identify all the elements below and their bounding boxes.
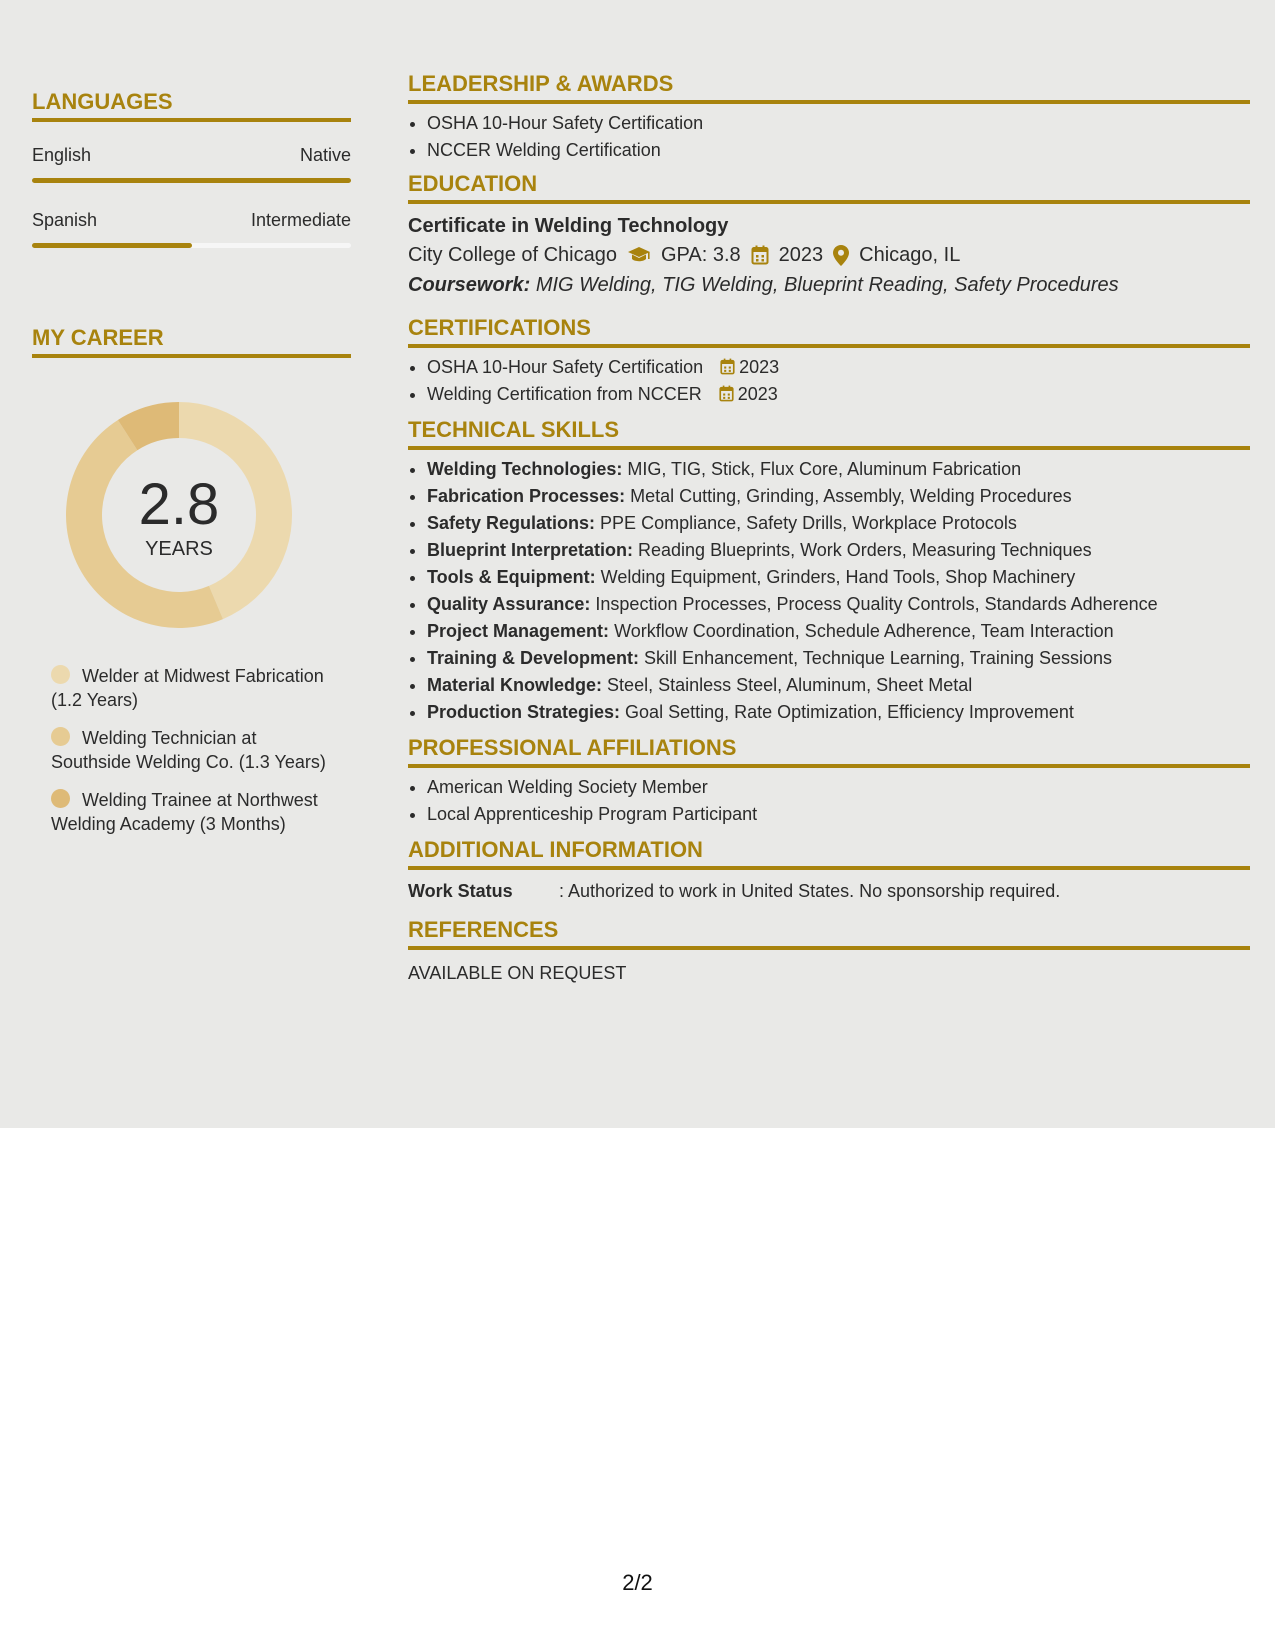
work-status-value: : Authorized to work in United States. No sponsorship required.: [559, 881, 1061, 901]
work-status-label: Work Status: [408, 881, 513, 901]
language-level: Intermediate: [250, 210, 351, 230]
language-name: Spanish: [32, 210, 98, 230]
legend-dot: [51, 789, 70, 808]
language-bar: [32, 178, 351, 183]
coursework-label: Coursework:: [408, 274, 531, 296]
page-number: 2/2: [622, 1570, 653, 1595]
donut-center: [66, 474, 292, 560]
career-legend-item: [51, 788, 331, 836]
skill-label: Quality Assurance:: [427, 594, 591, 614]
career-title: MY CAREER: [32, 324, 351, 358]
skill-text: Reading Blueprints, Work Orders, Measuring Techniques: [638, 540, 1092, 560]
list-item: • NCCER Welding Certification: [427, 137, 1250, 164]
certification-name: Welding Certification from NCCER: [427, 384, 702, 404]
career-legend-item: [51, 664, 331, 712]
skill-label: Blueprint Interpretation:: [427, 540, 633, 560]
skill-item: [427, 456, 1250, 483]
list-item: • OSHA 10-Hour Safety Certification: [427, 110, 1250, 137]
education-gpa: GPA: 3.8: [661, 244, 741, 266]
career-donut-chart: [66, 402, 292, 628]
legend-dot: [51, 665, 70, 684]
calendar-icon: [751, 245, 769, 265]
skill-text: Metal Cutting, Grinding, Assembly, Welding Procedures: [630, 486, 1072, 506]
skill-item: [427, 645, 1250, 672]
education-year: 2023: [778, 244, 824, 266]
language-bar-fill: [32, 178, 351, 183]
skill-item: [427, 618, 1250, 645]
references-section: [408, 916, 1250, 986]
additional-title: ADDITIONAL INFORMATION: [408, 836, 1250, 870]
career-section: [32, 324, 351, 836]
affiliations-list: [408, 774, 1250, 828]
main-content: [408, 70, 1250, 992]
education-coursework: [408, 270, 1250, 300]
skill-label: Safety Regulations:: [427, 513, 596, 533]
skill-text: Goal Setting, Rate Optimization, Efficiency Improvement: [625, 702, 1074, 722]
legend-label: Welding Trainee at Northwest Welding Academy (3 Months): [51, 790, 318, 834]
references-title: REFERENCES: [408, 916, 1250, 950]
skill-text: PPE Compliance, Safety Drills, Workplace Protocols: [600, 513, 1017, 533]
skill-label: Project Management:: [427, 621, 610, 641]
calendar-icon: [720, 358, 735, 375]
skill-text: Inspection Processes, Process Quality Controls, Standards Adherence: [595, 594, 1158, 614]
language-level: Native: [299, 145, 351, 165]
skills-title: TECHNICAL SKILLS: [408, 416, 1250, 450]
skill-label: Welding Technologies:: [427, 459, 623, 479]
skill-text: Steel, Stainless Steel, Aluminum, Sheet Metal: [607, 675, 973, 695]
skill-item: [427, 483, 1250, 510]
skill-text: Skill Enhancement, Technique Learning, Training Sessions: [644, 648, 1113, 668]
list-item: [427, 381, 1250, 408]
language-row: [32, 209, 351, 231]
skill-item: [427, 537, 1250, 564]
career-legend: [51, 664, 331, 836]
skill-label: Production Strategies:: [427, 702, 621, 722]
legend-label: Welder at Midwest Fabrication (1.2 Years): [51, 666, 324, 710]
leadership-section: [408, 70, 1250, 164]
affiliations-section: [408, 734, 1250, 828]
skill-item: [427, 591, 1250, 618]
list-item: • American Welding Society Member: [427, 774, 1250, 801]
list-item: • Local Apprenticeship Program Participant: [427, 801, 1250, 828]
skill-label: Fabrication Processes:: [427, 486, 626, 506]
language-row: [32, 144, 351, 166]
career-total-years: 2.8: [138, 472, 220, 537]
skills-section: [408, 416, 1250, 726]
skill-text: Welding Equipment, Grinders, Hand Tools, Shop Machinery: [600, 567, 1076, 587]
skill-item: [427, 699, 1250, 726]
languages-title: LANGUAGES: [32, 88, 351, 122]
additional-section: [408, 836, 1250, 904]
sidebar: [32, 88, 351, 850]
legend-dot: [51, 727, 70, 746]
career-total-unit: YEARS: [145, 538, 213, 560]
education-details: [408, 240, 1250, 270]
skill-text: MIG, TIG, Stick, Flux Core, Aluminum Fabrication: [627, 459, 1022, 479]
certifications-title: CERTIFICATIONS: [408, 314, 1250, 348]
certifications-section: [408, 314, 1250, 408]
skill-text: Workflow Coordination, Schedule Adherence, Team Interaction: [614, 621, 1114, 641]
career-legend-item: [51, 726, 331, 774]
skill-label: Tools & Equipment:: [427, 567, 596, 587]
work-status-row: [408, 878, 1250, 904]
skill-item: [427, 510, 1250, 537]
leadership-list: [408, 110, 1250, 164]
skill-label: Material Knowledge:: [427, 675, 603, 695]
education-title: EDUCATION: [408, 170, 1250, 204]
language-name: English: [32, 145, 92, 165]
languages-section: [32, 88, 351, 248]
education-school: City College of Chicago: [408, 244, 617, 266]
language-bar: [32, 243, 351, 248]
skill-item: [427, 564, 1250, 591]
certification-year: 2023: [739, 357, 780, 377]
references-text: AVAILABLE ON REQUEST: [408, 963, 627, 983]
coursework-text: MIG Welding, TIG Welding, Blueprint Reading, Safety Procedures: [535, 274, 1119, 296]
certification-name: OSHA 10-Hour Safety Certification: [427, 357, 704, 377]
skills-list: [408, 456, 1250, 726]
leadership-title: LEADERSHIP & AWARDS: [408, 70, 1250, 104]
language-bar-fill: [32, 243, 192, 248]
calendar-icon: [719, 385, 734, 402]
skill-label: Training & Development:: [427, 648, 640, 668]
education-section: [408, 170, 1250, 300]
list-item: [427, 354, 1250, 381]
education-degree: Certificate in Welding Technology: [408, 215, 729, 237]
certification-year: 2023: [737, 384, 778, 404]
legend-label: Welding Technician at Southside Welding Co. (1.3 Years): [51, 728, 326, 772]
graduation-cap-icon: [627, 246, 651, 264]
skill-item: [427, 672, 1250, 699]
education-location: Chicago, IL: [859, 244, 961, 266]
map-pin-icon: [833, 245, 849, 266]
affiliations-title: PROFESSIONAL AFFILIATIONS: [408, 734, 1250, 768]
certifications-list: [408, 354, 1250, 408]
